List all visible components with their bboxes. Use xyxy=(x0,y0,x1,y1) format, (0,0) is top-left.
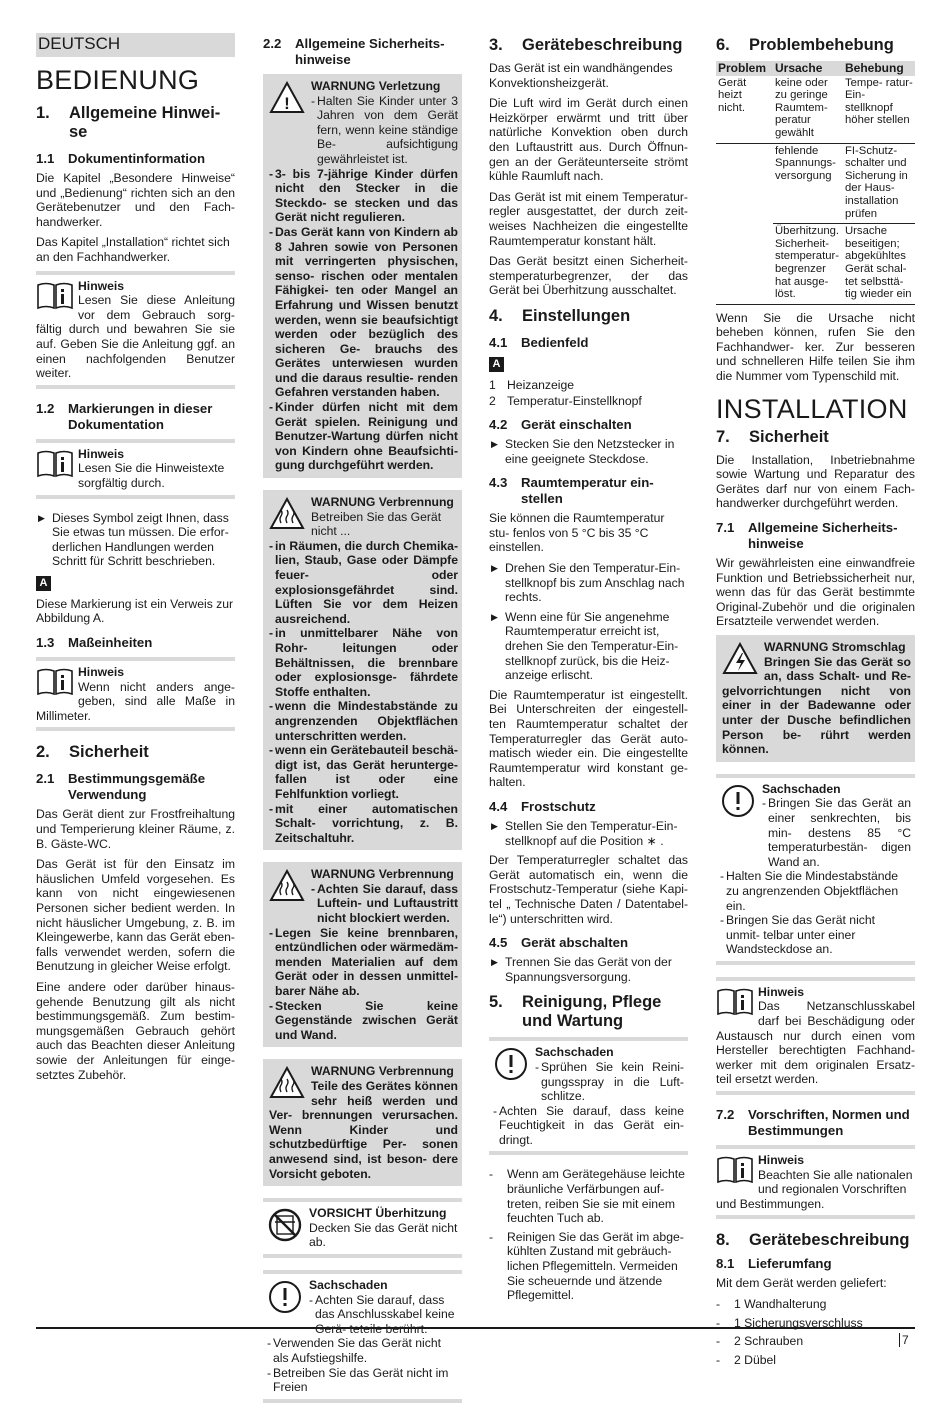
list-item: - 2 Dübel xyxy=(716,1352,777,1367)
triangle-bullet-icon: ▶ xyxy=(491,439,498,450)
footer-rule xyxy=(36,1327,915,1329)
paragraph: Das Kapitel „Installation“ richtet sich an den Fachhandwerker. xyxy=(36,235,230,264)
warning-title: WARNUNG Verbrennung xyxy=(311,867,454,882)
warning-text: Bringen Sie das Gerät so an, dass Schalt- und Re- gelvorrichtungen nicht von einer in der Badewanne oder unter der Dusche befindlichen Person be- rührt werden können. xyxy=(722,654,911,757)
note-box xyxy=(36,657,235,731)
damage-item: - Achten Sie darauf, dass das Anschlusskabel keine Gerä- teteile berührt. xyxy=(309,1292,455,1336)
heading-4-4: 4.4 Frostschutz xyxy=(489,798,596,814)
paragraph: Wenn Sie die Ursache nicht beheben können, rufen Sie den Fachhandwer- ker. Zur besseren und schnelleren Hilfe teilen Sie ihm die Nummer vom Typenschild mit. xyxy=(716,310,915,384)
action-step: ▶ Stellen Sie den Temperatur-Ein- stellknopf auf die Position ∗ . xyxy=(491,818,678,848)
note-title: Hinweis xyxy=(758,984,805,999)
table-header-row xyxy=(716,61,915,76)
triangle-bullet-icon: ▶ xyxy=(38,512,45,523)
heading-7: 7. Sicherheit xyxy=(716,427,829,446)
paragraph: Mit dem Gerät werden geliefert: xyxy=(716,1276,887,1291)
property-damage-title: Sachschaden xyxy=(535,1045,614,1060)
warning-title: WARNUNG Verbrennung xyxy=(311,495,454,510)
column-3 xyxy=(489,33,688,1307)
heading-4: 4. Einstellungen xyxy=(489,306,631,325)
property-damage-box xyxy=(263,1270,462,1403)
table-cell: Überhitzung. Sicherheit- stemperatur- begrenzer hat ausge- löst. xyxy=(773,224,843,305)
heading-4-5: 4.5 Gerät abschalten xyxy=(489,935,629,951)
exclamation-circle-icon xyxy=(267,1280,303,1314)
warning-box xyxy=(263,1059,462,1186)
note-text: Beachten Sie alle nationalen und regionalen Vorschriften und Bestimmungen. xyxy=(716,1167,913,1211)
property-damage-title: Sachschaden xyxy=(309,1277,388,1292)
table-cell: FI-Schutz- schalter und Sicherung in der Haus- installation prüfen xyxy=(843,143,915,224)
triangle-bullet-icon: ▶ xyxy=(491,611,498,622)
warning-item: - wenn die Mindestabstände zu angrenzenden Objektflächen unterschritten werden. xyxy=(269,699,458,743)
book-info-icon xyxy=(36,667,74,697)
table-row xyxy=(716,224,915,305)
table-cell xyxy=(716,143,773,224)
table-row xyxy=(716,76,915,143)
note-box xyxy=(716,977,915,1095)
note-title: Hinweis xyxy=(78,278,125,293)
table-cell: Tempe- ratur-Ein- stellknopf höher stellen xyxy=(843,76,915,143)
list-item: - Wenn am Gerätegehäuse leichte bräunliche Verfärbungen auf- treten, reiben Sie sie mit einem feuchten Tuch ab. xyxy=(489,1167,685,1226)
warning-title: WARNUNG Stromschlag xyxy=(764,640,906,654)
figure-ref-badge: A xyxy=(489,357,504,372)
paragraph: Das Gerät ist für den Einsatz im häuslichen Umfeld vorgesehen. Es kann von nicht eingewiesenen Personen sicher bedient werden. In nicht häuslicher Umgebung, z. B. im Kleingewerbe, kann das Gerät eben- falls verwendet werden, sofern die Benutzung in gleicher Weise erfolgt. xyxy=(36,857,235,974)
section-bedienung-title: BEDIENUNG xyxy=(36,65,200,95)
property-damage-box xyxy=(716,774,915,965)
list-item: - 1 Sicherungsverschluss xyxy=(716,1315,863,1330)
action-step: ▶ Stecken Sie den Netzstecker in eine geeignete Steckdose. xyxy=(491,437,675,466)
section-installation-title: INSTALLATION xyxy=(716,393,908,424)
warning-lead: Betreiben Sie das Gerät nicht ... xyxy=(311,509,442,539)
warning-box xyxy=(263,490,462,850)
exclamation-circle-icon xyxy=(720,784,756,818)
column-2 xyxy=(263,33,462,1415)
heading-2-1: 2.1 Bestimmungsgemäße Verwendung xyxy=(36,771,206,803)
damage-item: - Betreiben Sie das Gerät nicht im Freien xyxy=(267,1365,449,1395)
paragraph: Die Kapitel „Besondere Hinweise“ und „Bedienung“ richten sich an den Gerätebenutzer und den Fach- handwerker. xyxy=(36,171,235,229)
list-item: - Reinigen Sie das Gerät im abge- kühlten Zustand mit gebräuch- lichen Pflegemitteln. Vermeiden Sie scheuernde und ätzende Pflegemittel. xyxy=(489,1229,684,1303)
damage-item: - Achten Sie darauf, dass keine Feuchtigkeit in das Gerät ein- dringt. xyxy=(493,1103,684,1147)
table-row xyxy=(716,143,915,224)
heading-4-2: 4.2 Gerät einschalten xyxy=(489,417,632,433)
heading-4-1: 4.1 Bedienfeld xyxy=(489,334,589,350)
warning-item: - in unmittelbarer Nähe von Rohr- leitungen oder Behältnissen, die brennbare oder explosionsge- fährdete Stoffe enthalten. xyxy=(269,626,458,699)
book-info-icon xyxy=(36,281,74,311)
action-step: ▶ Wenn eine für Sie angenehme Raumtemperatur erreicht ist, drehen Sie den Temperatur-Ein- stellknopf zurück, bis die Heiz- anzeige erlischt. xyxy=(491,609,679,683)
property-damage-title: Sachschaden xyxy=(762,781,841,796)
triangle-bullet-icon: ▶ xyxy=(491,563,498,574)
exclamation-circle-icon xyxy=(493,1047,529,1081)
heading-1-3: 1.3 Maßeinheiten xyxy=(36,635,153,651)
table-cell: keine oder zu geringe Raumtem- peratur gewählt xyxy=(773,76,843,143)
note-box xyxy=(716,1145,915,1219)
warning-box xyxy=(716,635,915,762)
figure-ref-badge: A xyxy=(36,576,51,591)
warning-item: - wenn ein Gerätebauteil beschä- digt ist, das Gerät herunterge- fallen ist oder eine Fehlfunktion vorliegt. xyxy=(269,743,458,801)
paragraph: Die Raumtemperatur ist eingestellt. Bei Unterschreiten der eingestell- ten Raumtemperatur schaltet der Temperaturregler das Gerät auto- matisch wieder ein. Die eingestellte Raumtemperatur wird konstant ge- halten. xyxy=(489,687,688,790)
book-info-icon xyxy=(36,449,74,479)
paragraph: Das Gerät ist mit einem Temperatur- regler ausgestattet, der durch zeit- weises Nachheizen die eingestellte Raumtemperatur konstant hält. xyxy=(489,189,688,248)
damage-item: - Halten Sie die Mindestabstände zu angrenzenden Objektflächen ein. xyxy=(720,869,899,913)
paragraph: Das Gerät dient zur Frostfreihaltung und Temperierung kleiner Räume, z. B. Gäste-WC. xyxy=(36,807,235,851)
property-damage-box xyxy=(489,1037,688,1155)
table-cell xyxy=(716,224,773,305)
caution-box xyxy=(263,1198,462,1258)
table-cell: Ursache beseitigen; abgekühltes Gerät schal- tet selbsttä- tig wieder ein xyxy=(843,224,915,305)
warning-item: - in Räumen, die durch Chemika- lien, Staub, Gase oder Dämpfe feuer- oder explosionsgefährdet sind. Lüften Sie vor dem Heizen ausreichend. xyxy=(269,538,458,626)
heading-7-2: 7.2 Vorschriften, Normen und Bestimmungen xyxy=(716,1107,910,1139)
table-header-cell: Problem xyxy=(716,61,773,76)
damage-item: - Verwenden Sie das Gerät nicht als Aufstiegshilfe. xyxy=(267,1336,442,1365)
warning-box xyxy=(263,862,462,1047)
table-cell: Gerät heizt nicht. xyxy=(716,76,773,143)
list-item: - 2 Schrauben xyxy=(716,1334,804,1349)
warning-item: - 3- bis 7-jährige Kinder dürfen nicht den Stecker in die Steckdo- se stecken und das Gerät nicht regulieren. xyxy=(269,166,458,225)
language-label: DEUTSCH xyxy=(36,33,235,57)
heading-2: 2. Sicherheit xyxy=(36,743,149,762)
column-4 xyxy=(716,33,915,1371)
warning-title: WARNUNG Verletzung xyxy=(311,79,441,93)
paragraph: Sie können die Raumtemperatur stu- fenlos von 5 °C bis 35 °C einstellen. xyxy=(489,511,665,555)
note-text: Das Netzanschlusskabel darf bei Beschädigung oder Austausch nur durch einen vom Hersteller berechtigten Fachhand- werker mit dem originalen Ersatz- teil ersetzt werden. xyxy=(716,999,915,1087)
warning-text: Teile des Gerätes können sehr heiß werden und Ver- brennungen verursachen. Wenn Kinder und schutzbedürftige Per- sonen anwesend sind, ist beson- dere Vorsicht geboten. xyxy=(269,1079,458,1181)
heading-1-1: 1.1 Dokumentinformation xyxy=(36,151,206,166)
warning-box xyxy=(263,74,462,478)
svg-text:!: ! xyxy=(284,94,290,113)
warning-title: WARNUNG Verbrennung xyxy=(311,1064,454,1079)
paragraph: Die Luft wird im Gerät durch einen Heizkörper erwärmt und tritt über natürliche Konvektion oben durch den Luftaustritt aus. Durch Öffnun- gen an der Geräteunterseite strömt kühle Raumluft nach. xyxy=(489,96,688,184)
column-1 xyxy=(36,33,235,1088)
damage-item: - Sprühen Sie kein Reini- gungsspray in die Luft- schlitze. xyxy=(535,1059,684,1104)
warning-item: - Das Gerät kann von Kindern ab 8 Jahren sowie von Personen mit verringerten physischen, senso- rischen oder mentalen Fähigkei- ten oder Mangel an Erfahrung und Wissen benutzt werden, wenn sie beaufsichtigt werden oder bezüglich des sicheren Ge- brauchs des Gerätes unterwiesen wurden und die daraus resultie- renden Gefahren verstanden haben. xyxy=(269,224,458,400)
table-header-cell: Behebung xyxy=(843,61,915,76)
warning-item: - Stecken Sie keine Gegenstände zwischen Gerät und Wand. xyxy=(269,998,458,1042)
list-item: - 1 Wandhalterung xyxy=(716,1297,827,1311)
warning-item: - Kinder dürfen nicht mit dem Gerät spielen. Reinigung und Benutzer-Wartung dürfen nicht von Kindern ohne Beaufsichti- gung durchgeführt werden. xyxy=(269,400,458,473)
table-cell: fehlende Spannungs- versorgung xyxy=(773,143,843,224)
paragraph: Der Temperaturregler schaltet das Gerät automatisch ein, wenn die Frostschutz-Temperatur (siehe Kapi- tel „ Technische Daten / Datentabel- le“) unterschritten wird. xyxy=(489,853,688,926)
hot-surface-icon xyxy=(269,1066,305,1100)
warning-item: - Achten Sie darauf, dass Luftein- und Luftaustritt nicht blockiert werden. xyxy=(311,881,458,926)
damage-item: - Bringen Sie das Gerät an einer senkrechten, bis min- destens 85 °C temperaturbestän- digen Wand an. xyxy=(762,796,911,869)
paragraph: Diese Markierung ist ein Verweis zur Abbildung A. xyxy=(36,596,234,626)
book-info-icon xyxy=(716,987,754,1017)
triangle-bullet-icon: ▶ xyxy=(491,820,498,831)
heading-1-2: 1.2 Markierungen in dieser Dokumentation xyxy=(36,400,213,432)
note-text: Wenn nicht anders ange- geben, sind alle Maße in Millimeter. xyxy=(36,679,235,723)
heading-8: 8. Gerätebeschreibung xyxy=(716,1231,910,1250)
heading-1: 1. Allgemeine Hinwei- se xyxy=(36,104,221,141)
page-number: 7 xyxy=(902,1333,909,1347)
note-text: Lesen Sie diese Anleitung vor dem Gebrauch sorg- fältig durch und bewahren Sie sie auf. Geben Sie die Anleitung ggf. an einen nachfolgenden Benutzer weiter. xyxy=(36,293,235,381)
warning-item: - Legen Sie keine brennbaren, entzündlichen oder wärmedäm- menden Materialien auf dem Gerät oder in dessen unmittel- barer Nähe ab. xyxy=(269,925,458,999)
warning-item: - mit einer automatischen Schalt- vorrichtung, z. B. Zeitschaltuhr. xyxy=(269,801,458,845)
note-title: Hinweis xyxy=(758,1153,805,1168)
action-step: ▶ Trennen Sie das Gerät von der Spannungsversorgung. xyxy=(491,955,672,984)
book-info-icon xyxy=(716,1155,754,1185)
hot-surface-icon xyxy=(269,497,305,531)
warning-item: - Halten Sie Kinder unter 3 Jahren von dem Gerät fern, wenn keine ständige Be- aufsichtigung gewährleistet ist. xyxy=(311,93,458,166)
paragraph: Das Gerät ist ein wandhängendes Konvektionsheizgerät. xyxy=(489,61,673,90)
electric-shock-icon xyxy=(722,642,758,676)
troubleshooting-table xyxy=(716,61,915,305)
paragraph: Wir gewährleisten eine einwandfreie Funktion und Betriebssicherheit nur, wenn das für das Gerät bestimmte Original-Zubehör und die originalen Ersatzteile verwendet werden. xyxy=(716,556,915,629)
note-title: Hinweis xyxy=(78,446,125,461)
list-item: 1 Heizanzeige xyxy=(489,377,575,392)
note-box xyxy=(36,271,235,389)
damage-item: - Bringen Sie das Gerät nicht unmit- telbar unter einer Wandsteckdose an. xyxy=(720,913,876,957)
note-text: Lesen Sie die Hinweistexte sorgfältig durch. xyxy=(78,461,225,490)
action-step: ▶ Drehen Sie den Temperatur-Ein- stellknopf bis zum Anschlag nach rechts. xyxy=(491,561,685,605)
action-step: ▶ Dieses Symbol zeigt Ihnen, dass Sie etwas tun müssen. Die erfor- derlichen Handlungen werden Schritt für Schritt beschrieben. xyxy=(38,510,229,569)
heading-8-1: 8.1 Lieferumfang xyxy=(716,1256,832,1272)
heading-5: 5. Reinigung, Pflege und Wartung xyxy=(489,993,662,1031)
heading-2-2: 2.2 Allgemeine Sicherheits- hinweise xyxy=(263,36,445,67)
hot-surface-icon xyxy=(269,869,305,903)
note-box xyxy=(36,439,235,499)
heading-7-1: 7.1 Allgemeine Sicherheits- hinweise xyxy=(716,520,898,552)
heading-6: 6. Problembehebung xyxy=(716,36,894,54)
warning-exclamation-icon xyxy=(269,81,305,115)
paragraph: Das Gerät besitzt einen Sicherheit- stemperaturbegrenzer, der das Gerät bei Überhitzung ausschaltet. xyxy=(489,254,688,298)
heading-3: 3. Gerätebeschreibung xyxy=(489,36,683,54)
list-item: 2 Temperatur-Einstellknopf xyxy=(489,393,642,408)
heading-4-3: 4.3 Raumtemperatur ein- stellen xyxy=(489,475,654,507)
no-cover-icon xyxy=(267,1208,303,1242)
caution-title: VORSICHT Überhitzung xyxy=(309,1206,447,1221)
table-header-cell: Ursache xyxy=(773,61,843,76)
paragraph: Die Installation, Inbetriebnahme sowie Wartung und Reparatur des Gerätes darf nur von einem Fach- handwerker durchgeführt werden. xyxy=(716,452,915,511)
caution-text: Decken Sie das Gerät nicht ab. xyxy=(309,1220,458,1250)
triangle-bullet-icon: ▶ xyxy=(491,957,498,968)
note-title: Hinweis xyxy=(78,665,125,680)
paragraph: Eine andere oder darüber hinaus- gehende Benutzung gilt als nicht bestimmungsgemäß. Zum bestim- mungsgemäßen Gebrauch gehört auch das Beachten dieser Anleitung sowie der Anleitungen für einge- setztes Zubehör. xyxy=(36,979,235,1082)
